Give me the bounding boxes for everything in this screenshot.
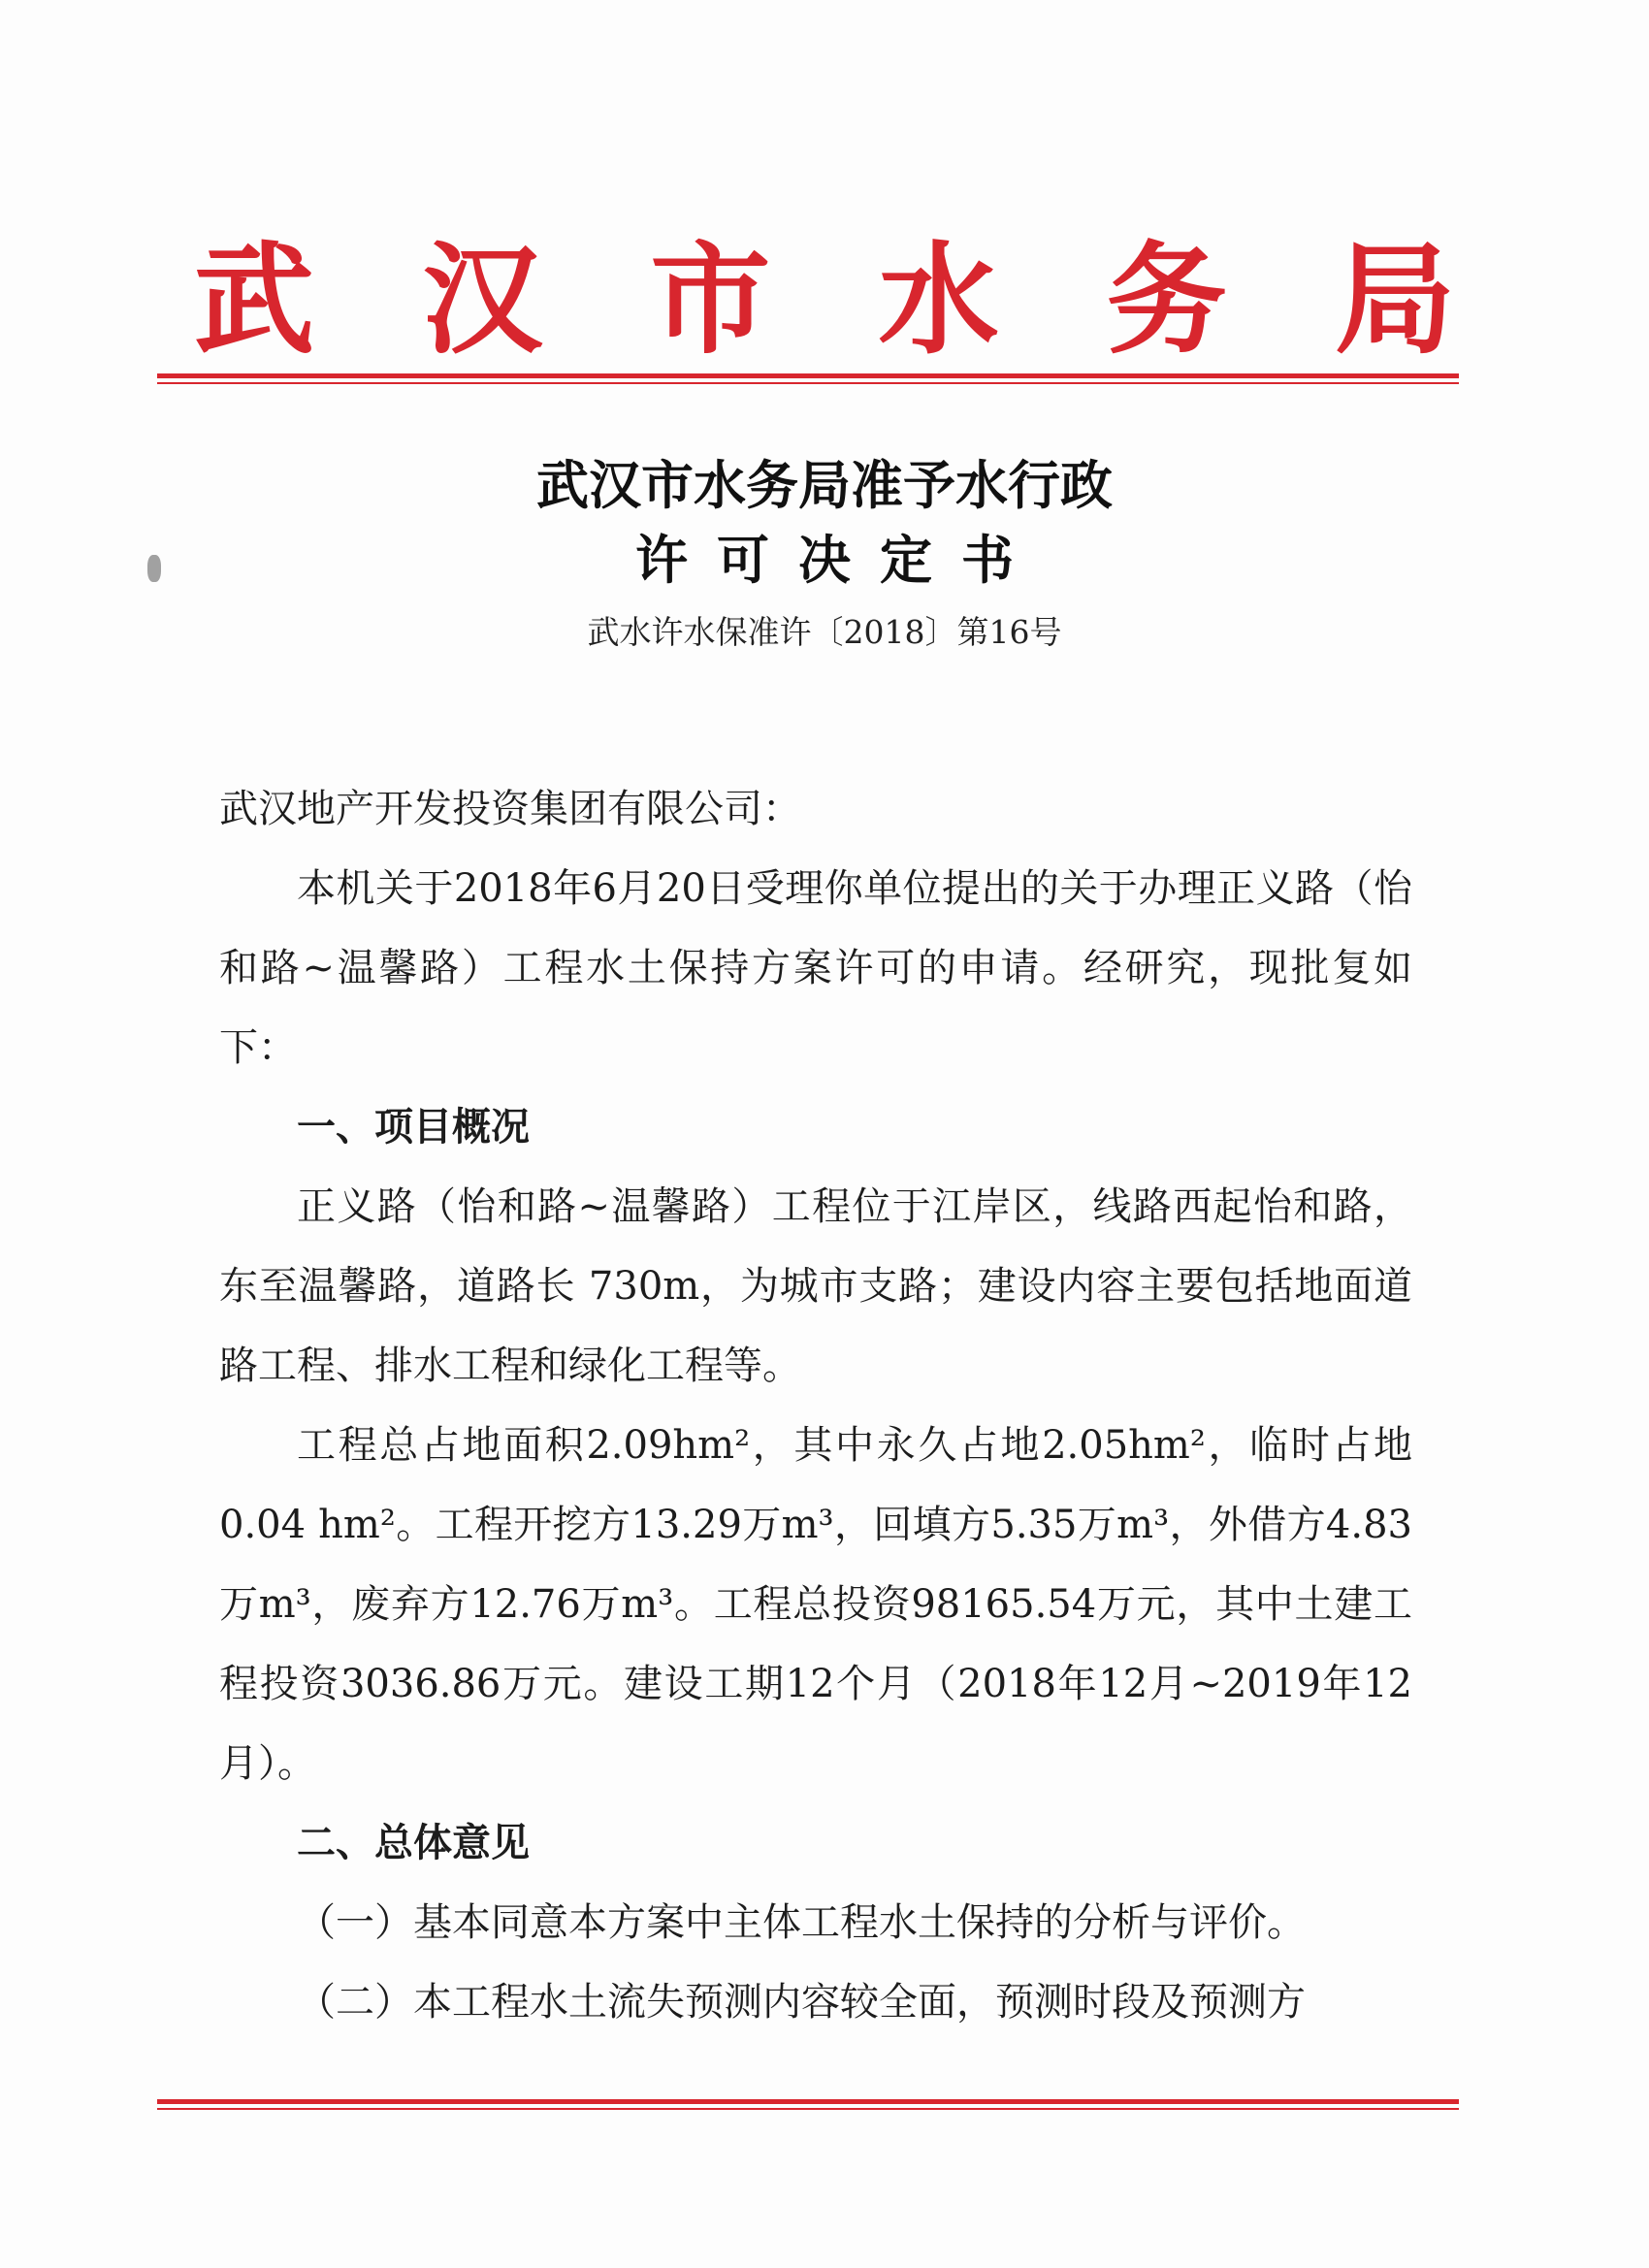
footer-rule-thick [157, 2099, 1459, 2104]
letterhead-rule-thick [157, 373, 1459, 378]
letterhead-char: 水 [878, 230, 999, 371]
opinion-item-1: （一）基本同意本方案中主体工程水土保持的分析与评价。 [297, 1900, 1306, 1945]
letterhead-title [194, 228, 1455, 373]
footer-rule-thin [157, 2108, 1459, 2110]
opinion-item-2: （二）本工程水土流失预测内容较全面，预测时段及预测方 [297, 1980, 1306, 2025]
overview-paragraph-2: 工程总占地面积2.09hm²，其中永久占地2.05hm²，临时占地0.04 hm²。工程开挖方13.29万m³，回填方5.35万m³，外借方4.83万m³，废弃方12.76万m³。工程总投资98165.54万元，其中土建工程投资3036.86万元。建设工期12个月（2018年12月~2019年12月）。 [219, 1423, 1412, 1786]
letterhead-rule-thin [157, 382, 1459, 384]
intro-paragraph: 本机关于2018年6月20日受理你单位提出的关于办理正义路（怡和路~温馨路）工程水土保持方案许可的申请。经研究，现批复如下： [219, 866, 1412, 1070]
letterhead-char: 武 [194, 230, 315, 371]
letterhead-char: 汉 [422, 230, 543, 371]
document-body [219, 769, 1412, 2042]
document-title-line1: 武汉市水务局准予水行政 [536, 455, 1113, 516]
letterhead-char: 务 [1106, 230, 1227, 371]
letterhead-char: 市 [650, 230, 771, 371]
letterhead-char: 局 [1334, 230, 1455, 371]
overview-paragraph-1: 正义路（怡和路~温馨路）工程位于江岸区，线路西起怡和路，东至温馨路，道路长 730m，为城市支路；建设内容主要包括地面道路工程、排水工程和绿化工程等。 [219, 1184, 1412, 1388]
addressee: 武汉地产开发投资集团有限公司： [219, 787, 801, 831]
section-heading-opinions: 二、总体意见 [297, 1821, 530, 1865]
document-title-line2: 许可决定书 [635, 530, 1043, 591]
section-heading-overview: 一、项目概况 [297, 1105, 530, 1150]
document-number: 武水许水保准许〔2018〕第16号 [587, 613, 1062, 651]
